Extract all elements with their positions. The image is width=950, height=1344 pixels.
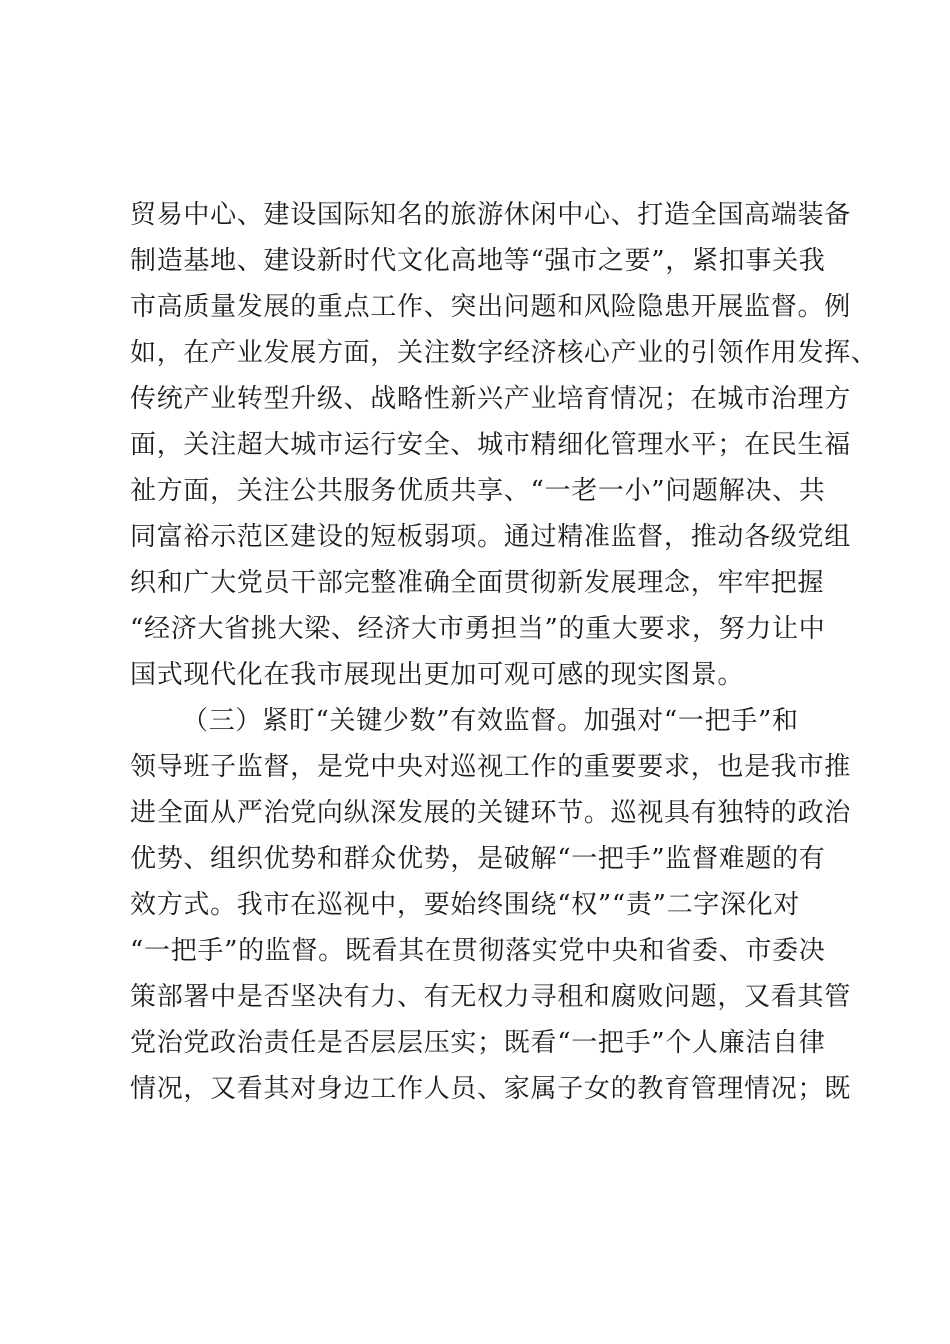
text-line-15: 优势、组织优势和群众优势，是破解“一把手”监督难题的有 (130, 844, 826, 874)
text-line-2: 制造基地、建设新时代文化高地等“强市之要”，紧扣事关我 (130, 246, 826, 276)
body-text (130, 192, 878, 1112)
text-line-9: 织和广大党员干部完整准确全面贯彻新发展理念，牢牢把握 (130, 568, 825, 598)
text-line-13: 领导班子监督，是党中央对巡视工作的重要要求，也是我市推 (130, 752, 851, 782)
text-line-5: 传统产业转型升级、战略性新兴产业培育情况；在城市治理方 (130, 384, 851, 414)
text-line-6: 面，关注超大城市运行安全、城市精细化管理水平；在民生福 (130, 430, 851, 460)
text-line-14: 进全面从严治党向纵深发展的关键环节。巡视具有独特的政治 (130, 798, 851, 828)
text-line-20: 情况，又看其对身边工作人员、家属子女的教育管理情况；既 (130, 1074, 851, 1104)
text-line-8: 同富裕示范区建设的短板弱项。通过精准监督，推动各级党组 (130, 522, 851, 552)
text-line-4: 如，在产业发展方面，关注数字经济核心产业的引领作用发挥、 (130, 338, 878, 368)
text-line-11: 国式现代化在我市展现出更加可观可感的现实图景。 (130, 660, 745, 690)
text-line-3: 市高质量发展的重点工作、突出问题和风险隐患开展监督。例 (130, 292, 851, 322)
text-line-10: “经济大省挑大梁、经济大市勇担当”的重大要求，努力让中 (130, 614, 826, 644)
text-line-1: 贸易中心、建设国际知名的旅游休闲中心、打造全国高端装备 (130, 200, 851, 230)
text-line-19: 党治党政治责任是否层层压实；既看“一把手”个人廉洁自律 (130, 1028, 826, 1058)
text-line-16: 效方式。我市在巡视中，要始终围绕“权”“责”二字深化对 (130, 890, 801, 920)
text-line-7: 祉方面，关注公共服务优质共享、“一老一小”问题解决、共 (130, 476, 826, 506)
text-line-18: 策部署中是否坚决有力、有无权力寻租和腐败问题，又看其管 (130, 982, 851, 1012)
text-line-17: “一把手”的监督。既看其在贯彻落实党中央和省委、市委决 (130, 936, 826, 966)
section-heading-line: （三）紧盯“关键少数”有效监督。加强对“一把手”和 (182, 706, 799, 736)
